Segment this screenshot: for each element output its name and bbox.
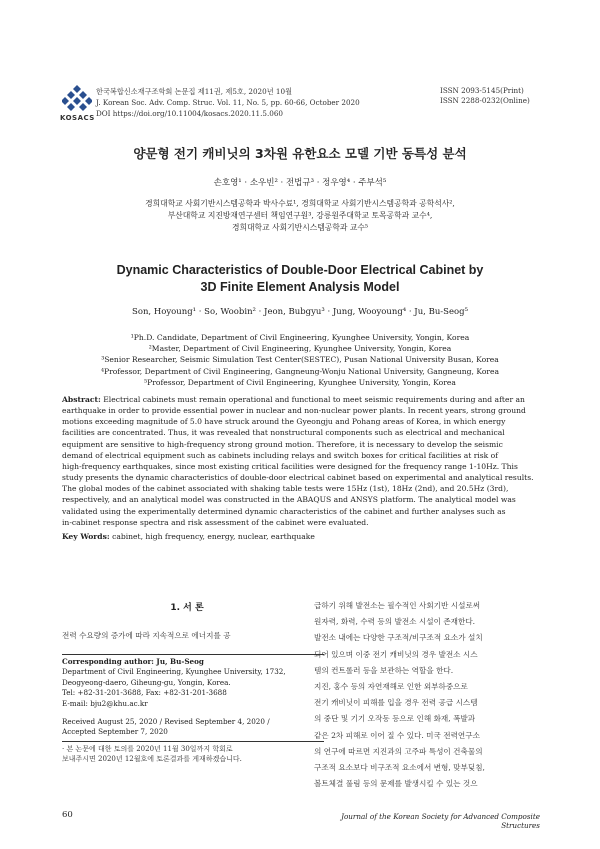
footnote-divider bbox=[62, 654, 324, 655]
abstract-line: demand of electrical equipment such as cabinets including relays and switch boxes for critical facilities at risk of bbox=[62, 450, 499, 460]
abstract-line: respectively, and an analytical model was constructed in the ABAQUS and ANSYS platform. The analytical model was bbox=[62, 495, 516, 505]
body-line: 전기 캐비닛이 피해를 입을 경우 전력 공급 시스템 bbox=[314, 698, 478, 708]
title-en-line: 3D Finite Element Analysis Model bbox=[200, 280, 400, 294]
issn-block bbox=[440, 86, 530, 105]
issn-print: ISSN 2093-5145(Print) bbox=[440, 86, 524, 95]
authors-kr: 손호영¹ · 소우빈² · 전법규³ · 정우영⁴ · 주부석⁵ bbox=[213, 178, 387, 188]
keywords-label: Key Words: bbox=[62, 532, 110, 541]
affiliation-en-line: ⁴Professor, Department of Civil Engineering, Gangneung-Wonju National University, Gangneung, Korea bbox=[100, 366, 500, 376]
body-line: 같은 2차 피해로 이어 질 수 있다. 미국 전력연구소 bbox=[314, 730, 480, 740]
issn-online: ISSN 2288-0232(Online) bbox=[440, 95, 530, 105]
abstract-line: earthquake in order to provide essential power in nuclear and non-nuclear power plants. In recent years, strong ground bbox=[62, 406, 526, 416]
corr-line: Corresponding author: Ju, Bu-Seog bbox=[62, 657, 204, 666]
affiliations-en bbox=[0, 332, 600, 388]
received-line: Accepted September 7, 2020 bbox=[62, 727, 168, 737]
intro-body-right bbox=[314, 598, 540, 792]
affiliations-kr bbox=[0, 198, 600, 234]
journal-logo bbox=[62, 84, 92, 114]
title-en-line: Dynamic Characteristics of Double-Door Electrical Cabinet by bbox=[116, 263, 484, 277]
abstract-line: in-cabinet response spectra and risk assessment of the cabinet were evaluated. bbox=[62, 517, 369, 527]
keywords-text: cabinet, high frequency, energy, nuclear, earthquake bbox=[109, 532, 315, 541]
corr-line: Deogyeong-daero, Giheung-gu, Yongin, Korea. bbox=[62, 677, 231, 687]
body-line: 지진, 홍수 등의 자연재해로 인한 외부하중으로 bbox=[314, 682, 468, 692]
journal-footer: Journal of the Korean Society for Advanced Composite Structures bbox=[341, 812, 540, 830]
abstract-label: Abstract: bbox=[62, 395, 101, 404]
abstract-line: study presents the dynamic characteristics of double-door electrical cabinet based on experimental and analytical results. bbox=[62, 473, 534, 483]
paper-title-en bbox=[0, 262, 600, 296]
affiliation-en-line: ⁵Professor, Department of Civil Engineering, Kyunghee University, Yongin, Korea bbox=[144, 377, 456, 387]
body-line: 되어 있으며 이중 전기 캐비닛의 경우 발전소 시스 bbox=[314, 649, 478, 659]
affiliation-en-line: ¹Ph.D. Candidate, Department of Civil Engineering, Kyunghee University, Yongin, Korea bbox=[130, 333, 470, 342]
affiliation-en-line: ³Senior Researcher, Seismic Simulation Test Center(SESTEC), Pusan National University Busan, Korea bbox=[101, 355, 499, 365]
abstract-line: validated using the experimentally determined dynamic characteristics of the cabinet and further analyses such as bbox=[62, 506, 506, 516]
header-line-kr: 한국복합신소재구조학회 논문집 제11권, 제5호, 2020년 10월 bbox=[96, 87, 293, 96]
body-line: 급하기 위해 발전소는 필수적인 사회기반 시설로써 bbox=[314, 601, 481, 610]
body-line: 구조적 요소보다 비구조적 요소에서 변형, 맞부딪침, bbox=[314, 763, 485, 773]
affiliation-kr-line: 경희대학교 사회기반시스템공학과 박사수료¹, 경희대학교 사회기반시스템공학과 공학석사², bbox=[145, 199, 455, 208]
body-line: 템의 컨트롤러 등을 보관하는 역할을 한다. bbox=[314, 665, 454, 675]
corr-line: Tel: +82-31-201-3688, Fax: +82-31-201-3688 bbox=[62, 688, 227, 698]
paper-title-kr: 양문형 전기 캐비닛의 3차원 유한요소 모델 기반 동특성 분석 bbox=[133, 146, 467, 161]
abstract-line: facilities are concentrated. Thus, it was revealed that nonstructural components such as electrical and mechanical bbox=[62, 428, 505, 438]
abstract-line bbox=[62, 394, 538, 405]
page-number: 60 bbox=[62, 810, 73, 820]
corr-email[interactable]: E-mail: bju2@khu.ac.kr bbox=[62, 698, 148, 708]
header-line-en: J. Korean Soc. Adv. Comp. Struc. Vol. 11, No. 5, pp. 60-66, October 2020 bbox=[96, 98, 360, 107]
corr-line: Department of Civil Engineering, Kyunghee University, 1732, bbox=[62, 667, 286, 677]
received-dates bbox=[62, 717, 324, 738]
affiliation-en-line: ²Master, Department of Civil Engineering, Kyunghee University, Yongin, Korea bbox=[148, 344, 452, 354]
note-line: 보내주시면 2020년 12월호에 토론결과를 게재하겠습니다. bbox=[62, 755, 242, 763]
discussion-note bbox=[62, 744, 324, 764]
affiliation-kr-line: 경희대학교 사회기반시스템공학과 교수⁵ bbox=[231, 223, 369, 232]
abstract-line: motions exceeding magnitude of 5.0 have struck around the Gyeongju and Pohang areas of Korea, in which energy bbox=[62, 417, 506, 427]
keywords bbox=[62, 532, 315, 541]
corresponding-author bbox=[62, 657, 324, 709]
affiliation-kr-line: 부산대학교 지진방재연구센터 책임연구원³, 강릉원주대학교 토목공학과 교수⁴, bbox=[167, 211, 433, 220]
authors-en: Son, Hoyoung¹ · So, Woobin² · Jeon, Bubgyu³ · Jung, Wooyoung⁴ · Ju, Bu-Seog⁵ bbox=[132, 307, 468, 317]
body-line: 볼트체결 풀림 등의 문제를 발생시킬 수 있는 것으 bbox=[314, 779, 478, 789]
abstract-line: equipment are sensitive to high-frequency strong ground motion. Therefore, it is necessary to develop the seismic bbox=[62, 439, 503, 449]
body-line: 의 연구에 따르면 지진과의 고주파 특성이 건축물의 bbox=[314, 746, 483, 756]
body-line: 원자력, 화력, 수력 등의 발전소 시설이 존재한다. bbox=[314, 617, 476, 627]
abstract-text: Electrical cabinets must remain operational and functional to meet seismic requirements during and after an bbox=[100, 395, 525, 404]
intro-first-line: 전력 수요량의 증가에 따라 지속적으로 에너지를 공 bbox=[62, 631, 231, 640]
doi-link[interactable]: DOI https://doi.org/10.11004/kosacs.2020.11.5.060 bbox=[96, 109, 283, 118]
note-divider bbox=[62, 741, 324, 742]
abstract-line: high-frequency earthquakes, since most existing critical facilities were designed for the frequency range 1-10Hz. This bbox=[62, 461, 518, 471]
body-line: 의 중단 및 기기 오작동 등으로 인해 화재, 폭발과 bbox=[314, 714, 476, 724]
abstract-line: The global modes of the cabinet associated with shaking table tests were 15Hz (1st), 18Hz (2nd), and 20.5Hz (3rd), bbox=[62, 484, 509, 494]
section-title-introduction: 1. 서 론 bbox=[170, 603, 204, 613]
body-line: 발전소 내에는 다양한 구조적/비구조적 요소가 설치 bbox=[314, 633, 483, 643]
abstract bbox=[62, 394, 538, 528]
note-line: · 본 논문에 대한 토의를 2020년 11월 30일까지 학회로 bbox=[62, 745, 233, 753]
logo-text: KOSACS bbox=[60, 114, 95, 122]
journal-header bbox=[96, 86, 360, 119]
received-line: Received August 25, 2020 / Revised September 4, 2020 / bbox=[62, 717, 270, 726]
